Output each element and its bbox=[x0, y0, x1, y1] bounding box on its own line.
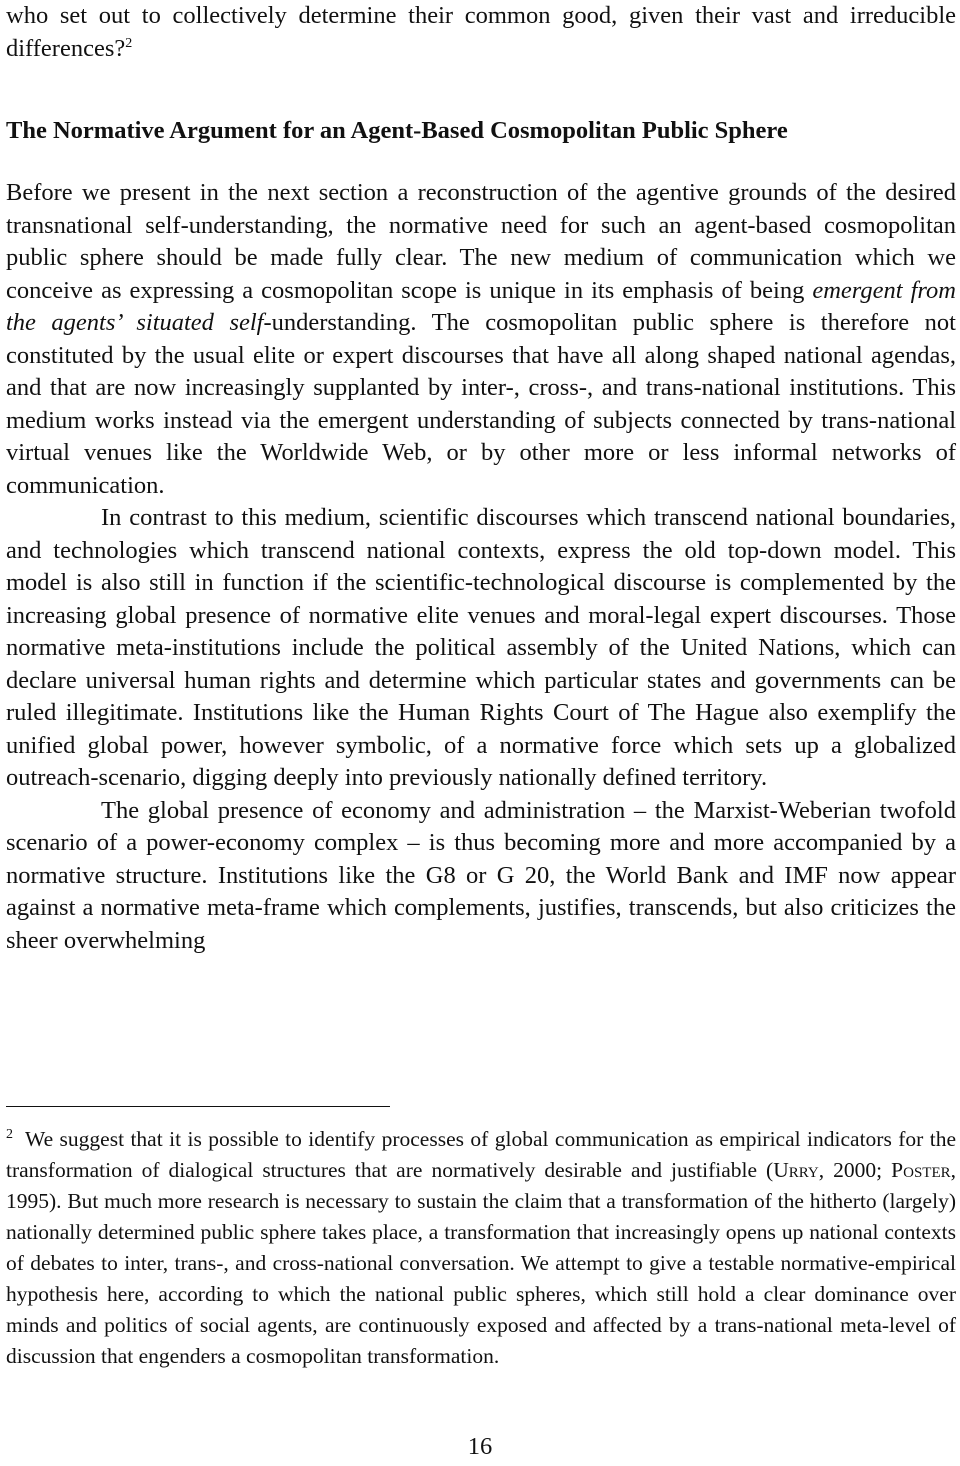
footnote-text-a: We suggest that it is possible to identify processes of global communication as empirical indicators for the transformation of dialogical structures that are normatively desirable and justifiable ( bbox=[6, 1127, 956, 1182]
footnote-text-c: , 1995). But much more research is necessary to sustain the claim that a transformation of the hitherto (largely) nationally determined public sphere takes place, a transformation that increasingly opens up national contexts of debates to inter, trans-, and cross-national conversation. We attempt to give a testable normative-empirical hypothesis here, according to which the national public spheres, which still hold a clear dominance over minds and politics of social agents, are continuously exposed and affected by a trans-national meta-level of discussion that engenders a cosmopolitan transformation. bbox=[6, 1158, 956, 1368]
footnote-number: 2 bbox=[6, 1126, 13, 1142]
footnote-reference: 2 bbox=[125, 35, 133, 51]
page-number: 16 bbox=[467, 1433, 493, 1460]
paragraph-1-text-b: -understanding. The cosmopolitan public sphere is therefore not constituted by the usual elite or expert discourses that have all along shaped national agendas, and that are now increasingly supplanted by inter-, cross-, and trans-national institutions. This medium works instead via the emergent understanding of subjects connected by trans-national virtual venues like the Worldwide Web, or by other more or less informal networks of communication. bbox=[6, 309, 956, 499]
paragraph-1 bbox=[6, 177, 956, 502]
paragraph-1-emphasis: emergent from the agents’ situated self bbox=[6, 276, 956, 336]
body-text bbox=[6, 0, 956, 957]
footnote-divider bbox=[6, 1106, 390, 1107]
footnote-text-b: , 2000; bbox=[818, 1158, 892, 1182]
lead-fragment-text: who set out to collectively determine their common good, given their vast and irreducible differences? bbox=[6, 2, 956, 62]
paragraph-1-text-a: Before we present in the next section a reconstruction of the agentive grounds of the desired transnational self-understanding, the normative need for such an agent-based cosmopolitan public sphere should be made fully clear. The new medium of communication which we conceive as expressing a cosmopolitan scope is unique in its emphasis of being bbox=[6, 179, 956, 304]
footnote bbox=[6, 1124, 956, 1372]
paragraph-2: In contrast to this medium, scientific discourses which transcend national boundaries, and technologies which transcend national contexts, express the old top-down model. This model is also still in function if the scientific-technological discourse is complemented by the increasing global presence of normative elite venues and moral-legal expert discourses. Those normative meta-institutions include the political assembly of the United Nations, which can declare universal human rights and determine which particular states and governments can be ruled illegitimate. Institutions like the Human Rights Court of The Hague also exemplify the unified global power, however symbolic, of a normative force which sets up a globalized outreach-scenario, digging deeply into previously nationally defined territory. bbox=[6, 504, 956, 791]
document-page bbox=[6, 0, 956, 957]
section-heading: The Normative Argument for an Agent-Based Cosmopolitan Public Sphere bbox=[6, 117, 788, 144]
footnote-author-poster: Poster bbox=[891, 1158, 951, 1182]
lead-fragment-paragraph bbox=[6, 0, 956, 65]
footnote-author-urry: Urry bbox=[773, 1158, 819, 1182]
paragraph-3: The global presence of economy and administration – the Marxist-Weberian twofold scenario of a power-economy complex – is thus becoming more and more accompanied by a normative structure. Institutions like the G8 or G 20, the World Bank and IMF now appear against a normative meta-frame which complements, justifies, transcends, but also criticizes the sheer overwhelming bbox=[6, 796, 956, 954]
